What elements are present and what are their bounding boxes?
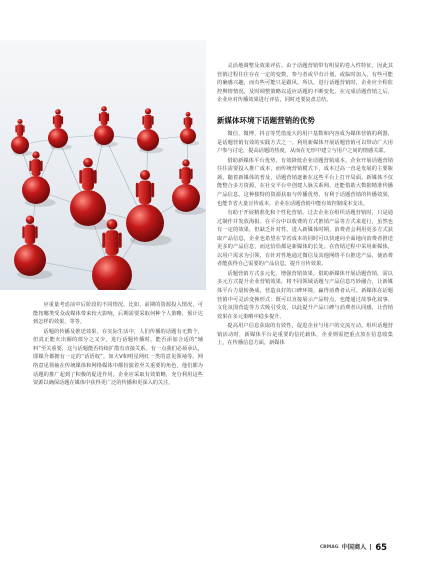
figure-body bbox=[31, 159, 40, 176]
figure-body bbox=[25, 225, 36, 245]
figure-body bbox=[82, 168, 94, 190]
magazine-name: 中国商人 bbox=[341, 543, 367, 551]
red-sphere bbox=[14, 244, 46, 276]
figure-left-arm bbox=[142, 116, 144, 125]
red-sphere bbox=[22, 176, 50, 204]
red-figures-network-illustration bbox=[0, 40, 206, 290]
figure-node-8 bbox=[172, 159, 206, 214]
red-sphere bbox=[11, 136, 29, 154]
figure-body bbox=[139, 181, 152, 204]
figure-right-arm bbox=[23, 125, 24, 132]
figure-node-6 bbox=[70, 158, 113, 230]
page-number: 65 bbox=[375, 541, 387, 552]
right-text-column bbox=[217, 62, 393, 349]
right-paragraph-1: 微信、微博、抖音等凭借庞大的用户基数和内容成为媒体营销的利器，是话题营销有效的实践方式之一。利用新媒体开展话题营销可以带动广大用户参与讨论，提高话题的热度，从而在无形中建立与用户之间的情感关联。 bbox=[217, 130, 393, 155]
figure-left-arm bbox=[22, 226, 24, 238]
right-paragraph-3: 有助于开展精准化和个性化营销。过去企业在组织话题营销时，只是通过制作并发放海报、在平台中以收费的方式推销产品等方式来进行，虽然也有一定的效果，但缺乏针对性。进入新媒体时期，消费者会利用更多方式获取产品信息，企业也希望在节省成本的同时可以快速向全面地向消费者推送更多的产品信息，而这恰恰都是新媒体的长处。在营销过程中采用新媒体，以用户需求为引领，有针对性地通过微信及其他网络平台推送产品，使消费者能获得自己需要的产品信息，提升宣传效果。 bbox=[217, 209, 393, 268]
figure-node-0 bbox=[11, 119, 33, 156]
figure-body bbox=[17, 124, 23, 136]
figure-right-arm bbox=[108, 113, 110, 121]
figure-body bbox=[105, 230, 118, 255]
figure-body bbox=[101, 112, 108, 125]
figure-right-arm bbox=[191, 169, 193, 179]
right-intro-paragraph: 灵活地调整及效果评估。由于话题营销带有明显的卷入性特征，因此其营销过程往往存在一定的变数，参与者或早有计划，或临时加入，有些可能的确感兴趣，而有些可能只是跟风。所以，进行话题营销时，企业应全程监控舆情情况，及时调整策略以适应话题的不断变化。在完成话题营销之后，企业应对传播效果进行评估，同时还要复盘总结。 bbox=[217, 63, 393, 104]
figure-left-arm bbox=[79, 170, 82, 184]
right-paragraph-2: 借助新媒体平台优势，有效降低企业话题营销成本。企业开展话题营销往往需要投入推广成本，而传统营销模式下，成本过高一直是发展的主要瓶颈。随着新媒体的普及，话题营销逐渐在这些平台上打开局面。新媒体不仅能整合多方资源，在社交平台中创建人脉关系网，还能借助大数据精准传播产品信息。这种独特的资源获取与传播优势，有利于话题营销的传播效果，也能节省大量宣传成本。企业在话题营销中能有效控制成本支出。 bbox=[217, 157, 393, 207]
figure-head bbox=[186, 112, 191, 117]
figure-body bbox=[144, 115, 152, 129]
figure-head bbox=[83, 158, 93, 168]
figure-head bbox=[26, 216, 34, 224]
figure-right-arm bbox=[119, 233, 122, 248]
figure-left-arm bbox=[184, 118, 185, 125]
figure-body bbox=[55, 115, 62, 128]
figure-node-5 bbox=[22, 151, 56, 206]
figure-left-arm bbox=[53, 116, 55, 124]
left-text-column bbox=[33, 301, 203, 389]
red-sphere bbox=[180, 128, 196, 144]
figure-left-arm bbox=[15, 125, 16, 132]
left-paragraph-2: 话题的传播及推送效果。在实际生活中，人们传播的话题有无数个，但真正能火出圈的部分之又少。进行话题传播时，能否添加合适的“辅料”至关重要，这与话题能否持续扩散有直接关系。有一点我们必须承认，即媒介都拥有一定的“话语权”。如大V和明星网红一类的意见领袖等。网络意见领袖在传统媒体和网络媒体中都扮演着至关重要的角色，他们都为话题的推广起到了积极的促进作用。企业应采取有效策略，充分利用这些资源以确保话题在媒体中获得更广泛的传播和更深入的关注。 bbox=[33, 328, 203, 387]
red-sphere bbox=[137, 129, 159, 151]
figure-head bbox=[101, 106, 107, 112]
right-paragraph-4: 话题营销方式多元化，增强营销效果。借助新媒体开展话题营销，需以多元方式提升企业营销效果。将不同领域话题与产品信息巧妙融合，让新媒体平台力量转换成，营造良好的口碑环境，赢得消费者认可。新媒体在话题营销中可灵活变换形式：既可以直接展示产品特点，也能通过故事化叙事、文化氛围营造等方式吸引受众，以此提升产品口碑与消费者认同感，让营销效果在多元策略中稳步提升。 bbox=[217, 270, 393, 320]
figure-head bbox=[145, 108, 151, 114]
figure-body bbox=[181, 167, 190, 184]
left-paragraph-1: 应重量考虑前中后阶段的不同情况。比如，前期的资源投入情况，可能按哪类受众或媒体带来较大影响，后期需要采取何种个人策略，预计达到怎样的效果，等等。 bbox=[33, 302, 203, 326]
figure-right-arm bbox=[151, 183, 154, 198]
figure-right-arm bbox=[35, 226, 37, 238]
figure-node-7 bbox=[126, 170, 172, 246]
figure-right-arm bbox=[152, 116, 154, 125]
page-footer bbox=[320, 542, 387, 552]
red-sphere bbox=[70, 190, 106, 226]
figure-head bbox=[17, 119, 22, 124]
figure-head bbox=[140, 170, 150, 180]
figure-left-arm bbox=[179, 169, 181, 179]
figure-node-9 bbox=[14, 216, 52, 280]
section-title: 新媒体环境下话题营销的优势 bbox=[217, 115, 315, 125]
figure-node-3 bbox=[137, 108, 163, 153]
red-sphere bbox=[92, 255, 132, 290]
red-sphere bbox=[48, 128, 68, 148]
figure-node-4 bbox=[180, 112, 199, 146]
figure-left-arm bbox=[136, 183, 139, 198]
figure-right-arm bbox=[62, 116, 64, 124]
figure-node-2 bbox=[94, 106, 118, 147]
magazine-brand: CBMAG bbox=[319, 544, 339, 550]
figure-left-arm bbox=[99, 113, 101, 121]
right-paragraph-5: 提高用户信息获取的有效性，促进企业与用户的交流互动。组织话题营销活动时，新媒体平台是重要的信托载体，企业则需把重点放在信息收集上，在传播信息方面，新媒体 bbox=[217, 323, 393, 347]
figure-left-arm bbox=[102, 233, 105, 248]
figure-head bbox=[107, 219, 118, 230]
figure-right-arm bbox=[191, 118, 192, 125]
figure-right-arm bbox=[41, 161, 43, 171]
red-sphere bbox=[94, 125, 114, 145]
red-sphere bbox=[172, 184, 200, 212]
figure-head bbox=[55, 109, 61, 115]
figure-right-arm bbox=[94, 170, 97, 184]
figure-head bbox=[32, 151, 39, 158]
red-sphere bbox=[126, 204, 164, 242]
figure-head bbox=[182, 159, 189, 166]
figure-left-arm bbox=[29, 161, 31, 171]
figure-node-1 bbox=[48, 109, 72, 150]
footer-divider bbox=[370, 544, 371, 550]
figure-body bbox=[185, 117, 191, 128]
network-figures-photo bbox=[0, 40, 206, 290]
